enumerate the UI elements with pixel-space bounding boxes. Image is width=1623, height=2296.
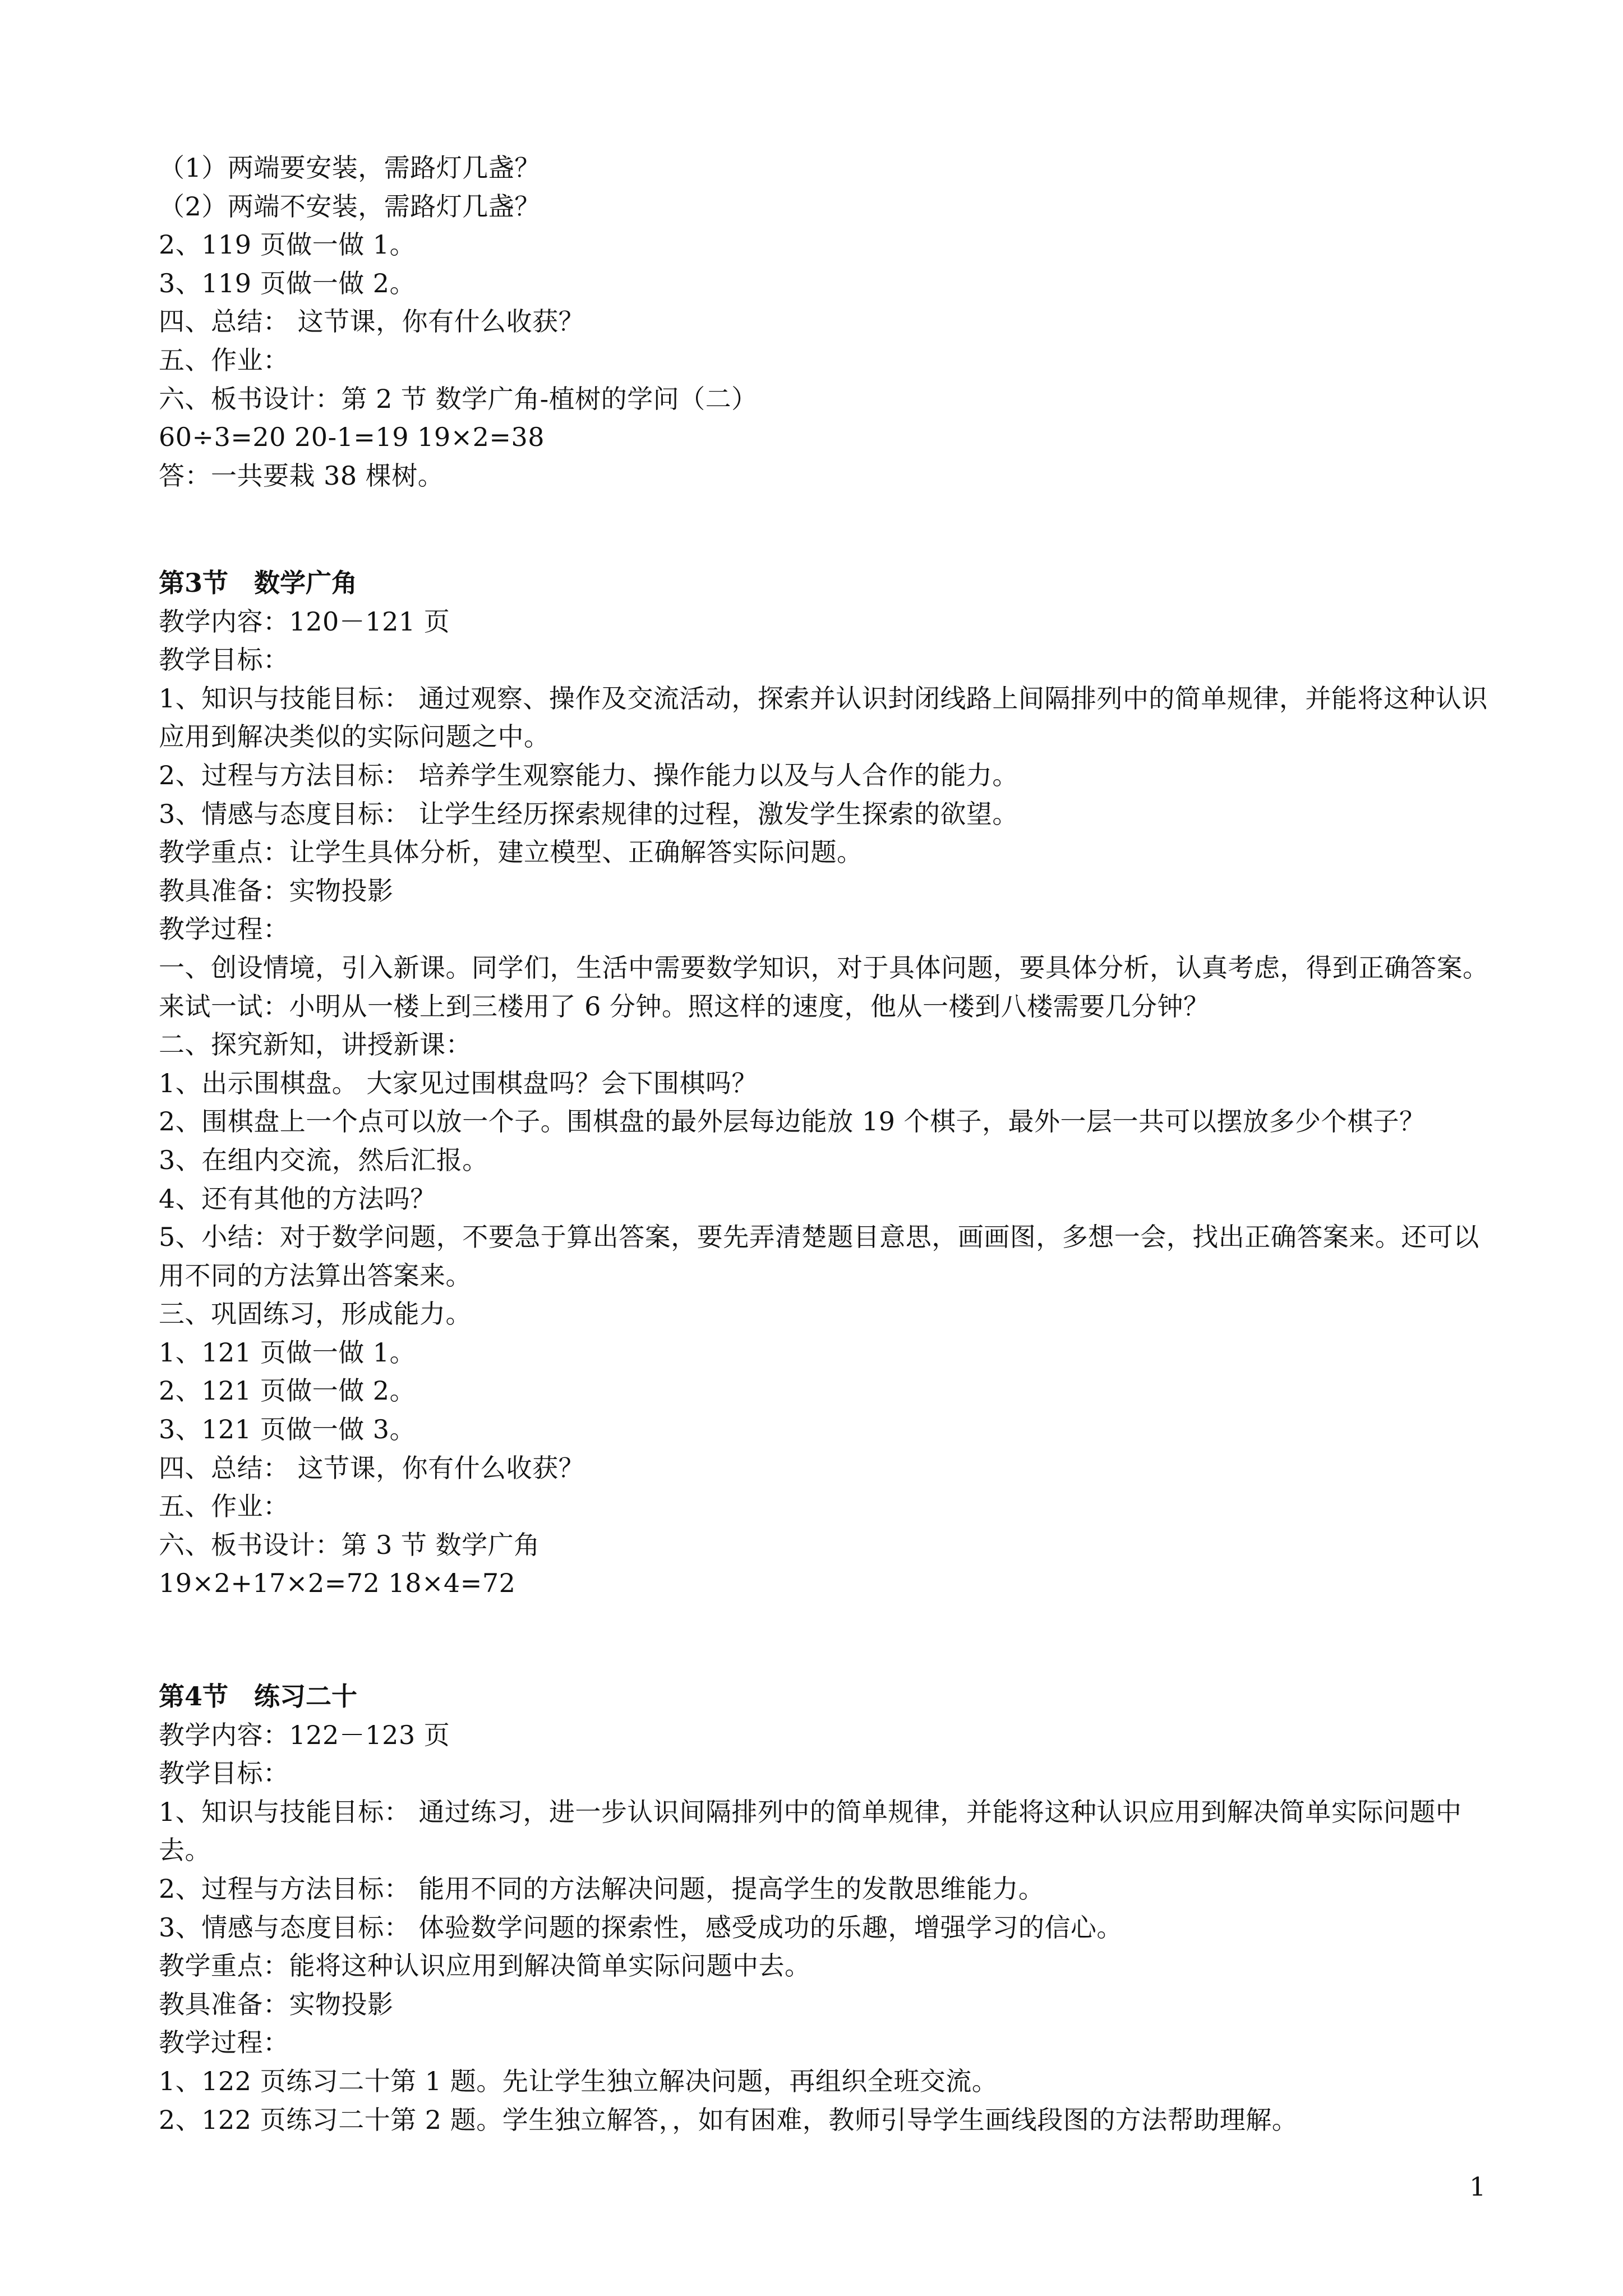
text-paragraph: 一、创设情境，引入新课。同学们，生活中需要数学知识，对于具体问题，要具体分析，认真考虑，得到正确答案。来试一试：小明从一楼上到三楼用了 6 分钟。照这样的速度，他从一楼到八楼需要几分钟？ [159,952,1489,1022]
section-4-heading [159,1677,1493,1716]
text-line: 19×2+17×2=72 18×4=72 [159,1568,516,1599]
text-line: 1、122 页练习二十第 1 题。先让学生独立解决问题，再组织全班交流。 [159,2065,998,2096]
text-line: 五、作业： [159,344,289,375]
text-line: 五、作业： [159,1491,289,1522]
text-line: 教学过程： [159,2027,289,2058]
text-line: 教具准备：实物投影 [159,1989,394,2019]
top-continuation [159,149,1493,495]
text-line: （1）两端要安装，需路灯几盏？ [159,153,541,183]
section-3 [159,564,1493,1603]
section-number: 第3节 [159,568,229,598]
page-number: 1 [1469,2171,1486,2202]
text-line: 3、情感与态度目标： 体验数学问题的探索性，感受成功的乐趣，增强学习的信心。 [159,1912,1123,1943]
text-line: 教学内容：122－123 页 [159,1719,450,1750]
text-line: 六、板书设计：第 2 节 数学广角-植树的学问（二） [159,383,758,414]
text-paragraph: 2、围棋盘上一个点可以放一个子。围棋盘的最外层每边能放 19 个棋子，最外一层一共可以摆放多少个棋子？ [159,1106,1426,1137]
text-line: 教学重点：能将这种认识应用到解决简单实际问题中去。 [159,1950,811,1981]
text-line: 4、还有其他的方法吗？ [159,1183,436,1214]
text-line: 3、在组内交流，然后汇报。 [159,1144,488,1175]
text-paragraph: 5、小结：对于数学问题，不要急于算出答案，要先弄清楚题目意思，画画图，多想一会，找出正确答案来。还可以用不同的方法算出答案来。 [159,1222,1479,1291]
text-line: 教学目标： [159,1758,289,1789]
text-line: （2）两端不安装，需路灯几盏？ [159,191,541,222]
text-line: 教学重点：让学生具体分析，建立模型、正确解答实际问题。 [159,837,863,868]
text-line: 答：一共要栽 38 棵树。 [159,460,444,491]
text-line: 三、巩固练习，形成能力。 [159,1299,472,1329]
text-line: 四、总结： 这节课，你有什么收获？ [159,1452,585,1483]
text-line: 教学内容：120－121 页 [159,606,450,637]
text-line: 1、121 页做一做 1。 [159,1337,416,1368]
section-title: 数学广角 [254,568,358,598]
text-line: 3、情感与态度目标： 让学生经历探索规律的过程，激发学生探索的欲望。 [159,798,1018,829]
text-line: 教学目标： [159,645,289,675]
document-page [159,0,1493,2296]
text-line: 教具准备：实物投影 [159,875,394,906]
text-line: 六、板书设计：第 3 节 数学广角 [159,1529,540,1560]
text-line: 3、119 页做一做 2。 [159,268,416,298]
text-line: 2、121 页做一做 2。 [159,1375,416,1406]
text-line: 2、过程与方法目标： 能用不同的方法解决问题，提高学生的发散思维能力。 [159,1873,1045,1904]
section-number: 第4节 [159,1681,229,1711]
section-title: 练习二十 [254,1681,358,1711]
text-line: 2、122 页练习二十第 2 题。学生独立解答，，如有困难，教师引导学生画线段图的方法帮助理解。 [159,2104,1298,2135]
text-line: 教学过程： [159,914,289,945]
section-3-heading [159,564,1493,602]
text-line: 2、过程与方法目标： 培养学生观察能力、操作能力以及与人合作的能力。 [159,760,1018,790]
text-paragraph: 1、知识与技能目标： 通过观察、操作及交流活动，探索并认识封闭线路上间隔排列中的简单规律，并能将这种认识应用到解决类似的实际问题之中。 [159,683,1488,752]
text-line: 四、总结： 这节课，你有什么收获？ [159,306,585,337]
text-line: 2、119 页做一做 1。 [159,229,416,260]
text-line: 二、探究新知，讲授新课： [159,1029,472,1060]
text-line: 3、121 页做一做 3。 [159,1414,416,1445]
text-line: 60÷3=20 20-1=19 19×2=38 [159,422,545,453]
text-paragraph: 1、知识与技能目标： 通过练习，进一步认识间隔排列中的简单规律，并能将这种认识应用到解决简单实际问题中去。 [159,1796,1462,1866]
section-4 [159,1677,1493,2139]
text-line: 1、出示围棋盘。 大家见过围棋盘吗？会下围棋吗？ [159,1068,758,1098]
